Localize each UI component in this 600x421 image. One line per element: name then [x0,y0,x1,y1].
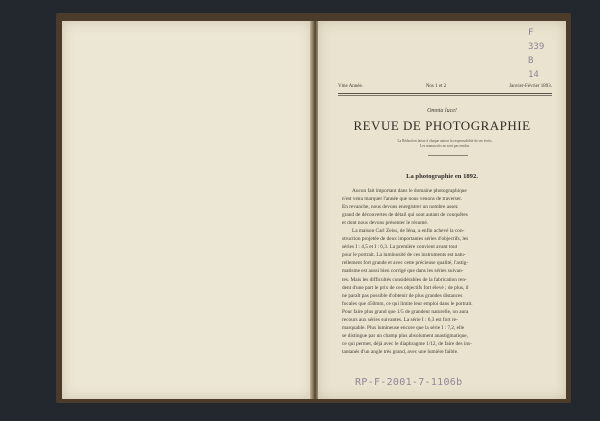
article-line: et dont nous devons présenter le résumé. [342,220,429,227]
book [56,13,571,403]
notice-line: Les manuscrits ne sont pas rendus. [420,144,470,148]
handwritten-mark: F [528,28,534,38]
article-line: ne paraît pas possible d'obtenir de plus grandes distances [342,292,463,299]
volume-label: Vme Année. [338,83,363,89]
article-line: se distingue par un champ plus absolument anastigmatique, [342,332,468,339]
journal-title: REVUE DE PHOTOGRAPHIE [353,118,531,133]
article-line: pour le portrait. La luminosité de ces instruments est natu- [342,252,466,259]
blank-left-page [62,21,312,399]
handwritten-mark: 14 [528,70,539,80]
issue-date: Janvier-Février 1893. [509,83,552,89]
article-line: séries I : 4,5 et I : 6,3. La première convient avant tout [342,244,458,251]
article-line: tes. Mais les difficultés considérables de la fabrication ren- [342,276,467,283]
article-line: dent d'une part le prix de ces objectifs fort élevé ; de plus, il [342,284,469,291]
handwritten-mark: B [528,56,534,66]
article-line: marquable. Plus lumineuse encore que la série I : 7,2, elle [342,324,465,331]
journal-motto: Omnia luce! [427,108,457,114]
article-body [342,187,542,356]
article-title: La photographie en 1892. [406,173,478,180]
header-rule-thin [338,95,552,96]
separator-rule [428,155,468,156]
article-line: Pour faire plus grand que 1/5 de grandeur naturelle, on aura [342,308,469,315]
article-line: rellement fort grande et avec cette précieuse qualité, l'astig- [342,260,469,267]
article-line: n'est venu marquer l'année que nous venons de traverser. [342,196,463,203]
article-line: grand de découvertes de détail qui sont autant de conquêtes [342,212,468,219]
editorial-notice [342,139,548,149]
notice-line: La Rédaction laisse à chaque auteur la responsabilité de ses écrits. [397,139,493,143]
article-line: En revanche, nous devons enregistrer un nombre assez [342,204,458,211]
article-line: recours aux séries suivantes. La série I : 6,3 est fort re- [342,316,458,323]
article-line: matisme est aussi bien corrigé que dans les séries suivan- [342,268,464,275]
handwritten-mark: 339 [528,42,545,52]
article-line: La maison Carl Zeiss, de Iéna, a enfin achevé la con- [352,228,465,235]
issue-numbers: Nos 1 et 2 [425,83,447,89]
article-line: ce qui permet, déjà avec le diaphragme 1/12, de faire des ins- [342,340,472,347]
article-line: Aucun fait important dans le domaine photographique [352,188,467,194]
article-line: focales que 450mm, ce qui limite leur emploi dans le portrait. [342,300,473,307]
article-line: tantanés d'un angle très grand, avec une lumière faible. [342,348,459,355]
inventory-number: RP-F-2001-7-1106b [355,377,463,388]
article-line: struction projetée de deux importantes séries d'objectifs, les [342,236,469,243]
header-rule [338,93,552,94]
handwritten-catalog-marks [528,26,558,82]
issue-header [338,81,552,91]
